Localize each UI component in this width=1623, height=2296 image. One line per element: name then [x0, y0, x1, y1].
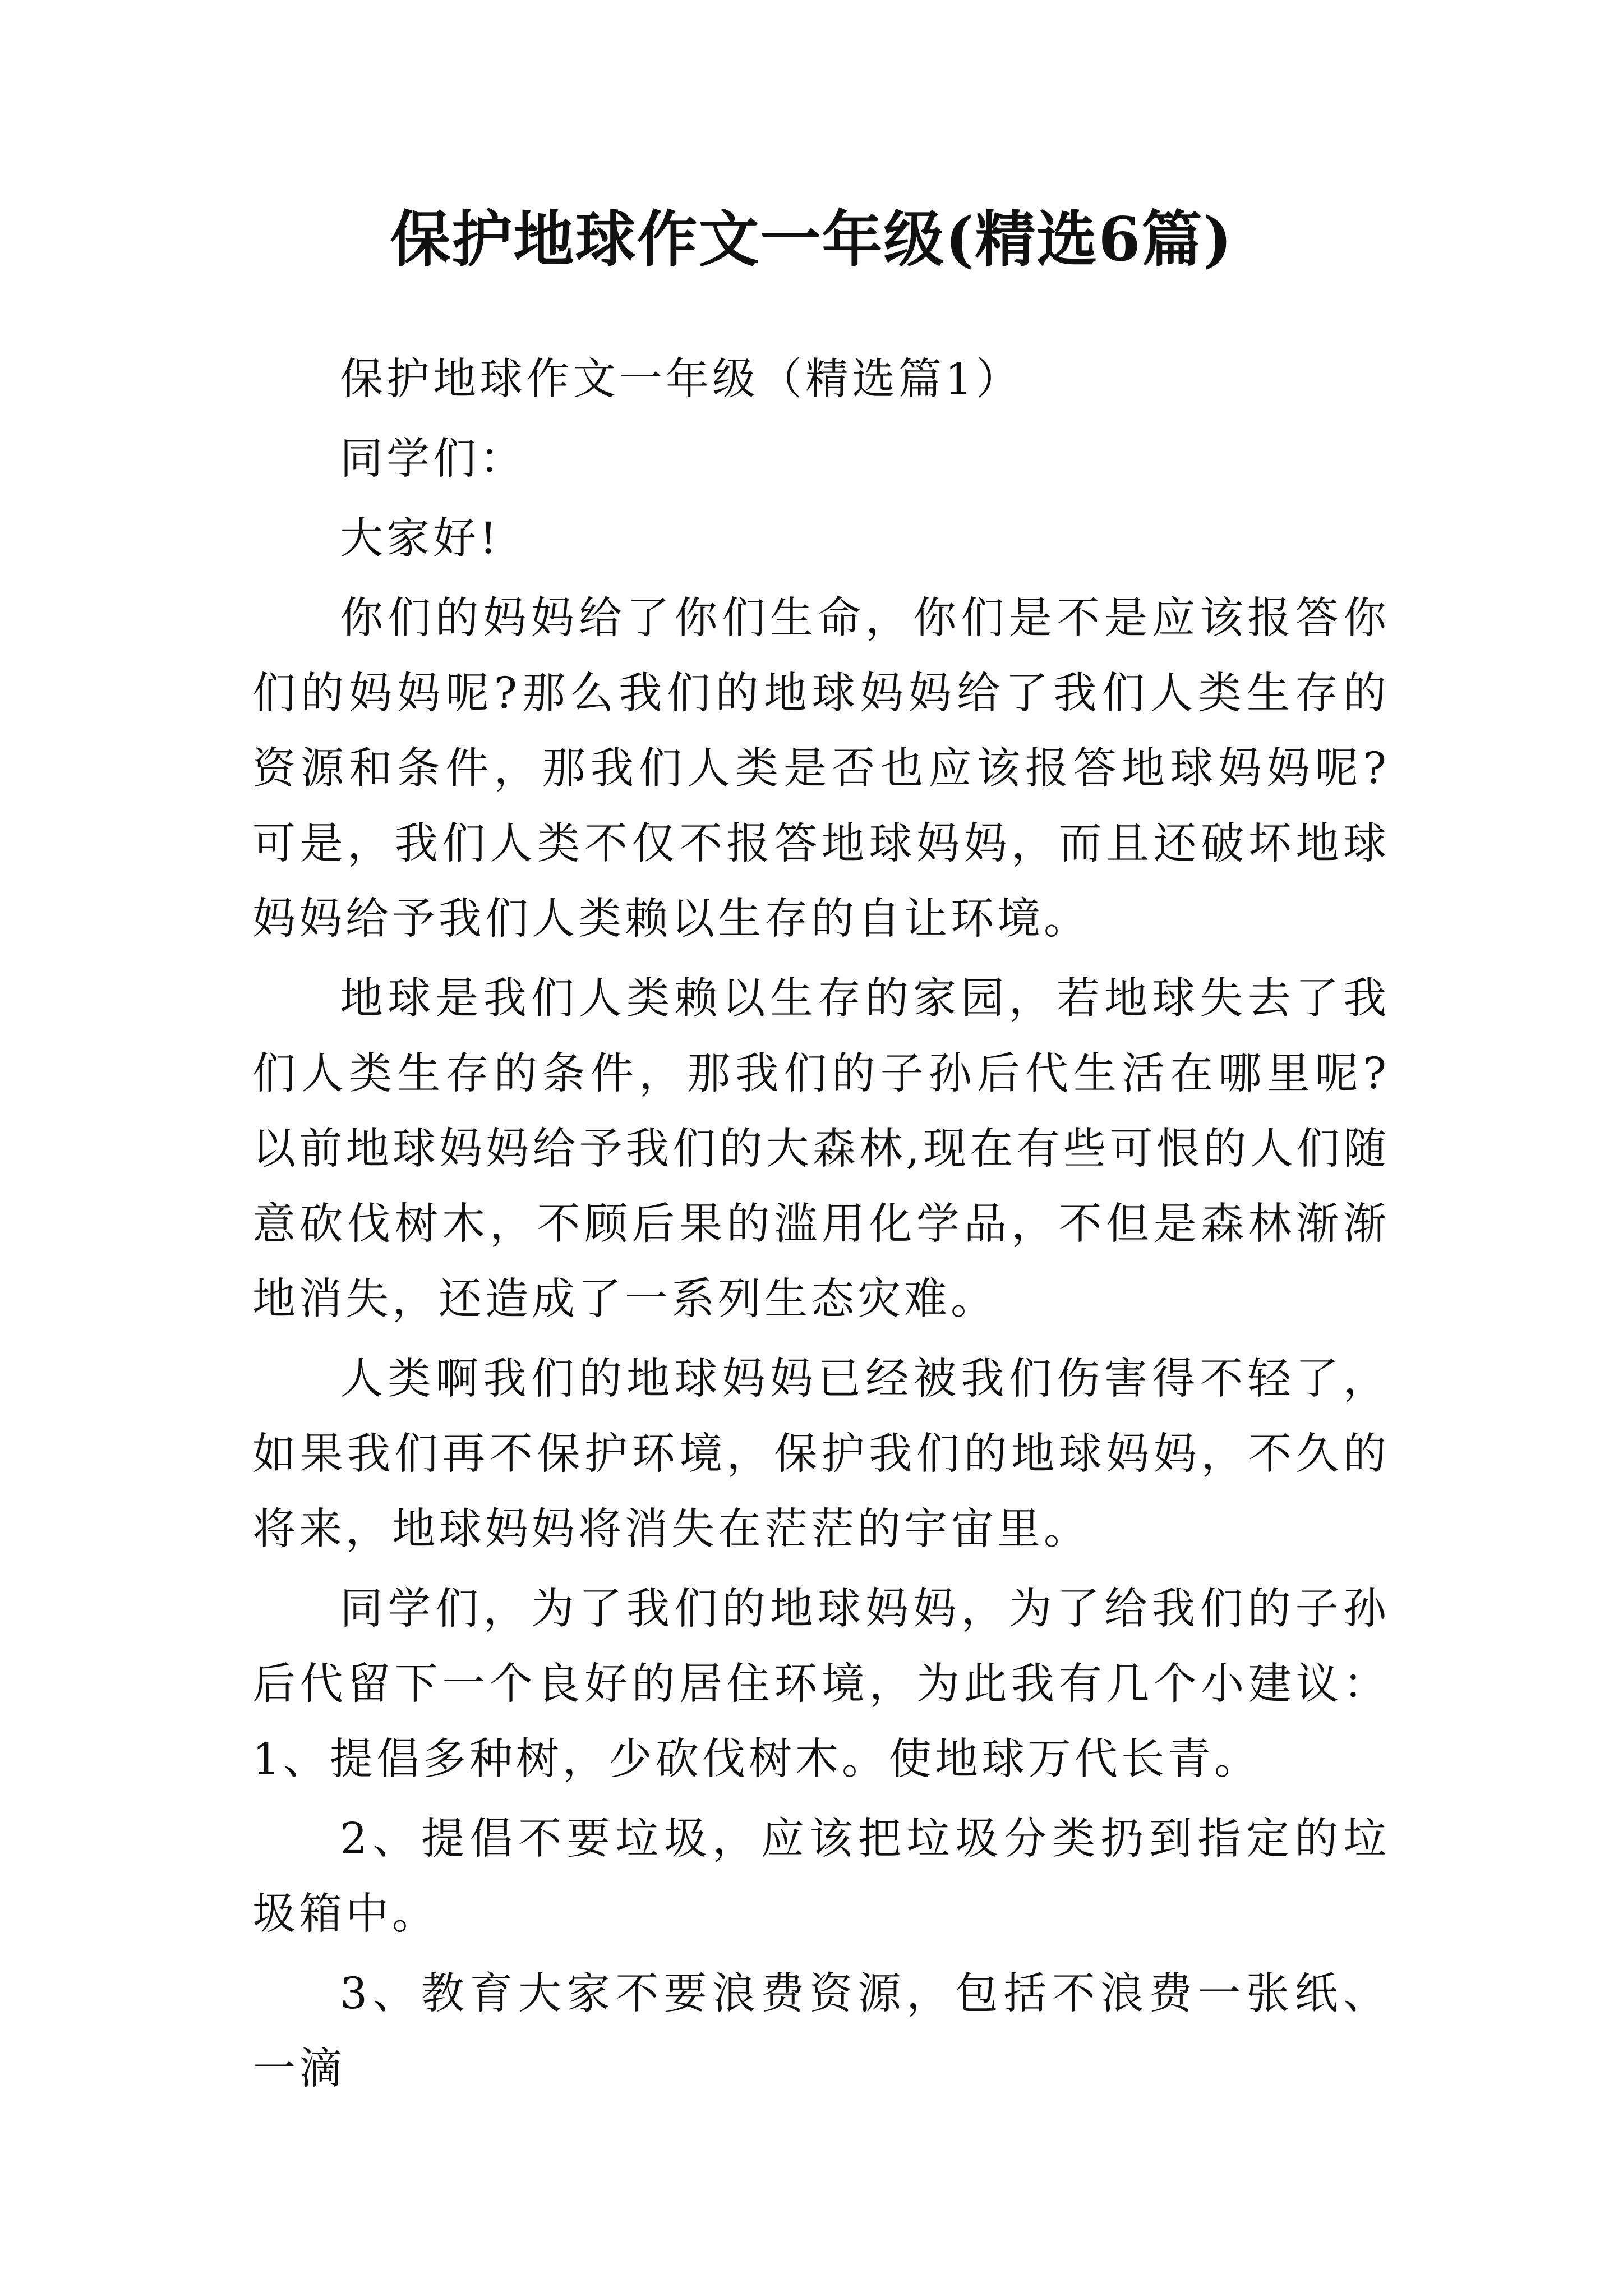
paragraph: 同学们，为了我们的地球妈妈，为了给我们的子孙后代留下一个良好的居住环境，为此我有几个小建议：1、提倡多种树，少砍伐树木。使地球万代长青。 [252, 1584, 1390, 1784]
greeting: 大家好! [340, 514, 500, 564]
paragraph: 2、提倡不要垃圾，应该把垃圾分类扔到指定的垃圾箱中。 [252, 1814, 1390, 1939]
document-title: 保护地球作文一年级(精选6篇) [390, 204, 1233, 275]
paragraph: 人类啊我们的地球妈妈已经被我们伤害得不轻了，如果我们再不保护环境，保护我们的地球妈妈，不久的将来，地球妈妈将消失在茫茫的宇宙里。 [252, 1354, 1390, 1554]
paragraph: 地球是我们人类赖以生存的家园，若地球失去了我们人类生存的条件，那我们的子孙后代生活在哪里呢?以前地球妈妈给予我们的大森林,现在有些可恨的人们随意砍伐树木，不顾后果的滥用化学品，不但是森林渐渐地消失，还造成了一系列生态灾难。 [252, 974, 1390, 1324]
essay-heading: 保护地球作文一年级（精选篇1） [340, 355, 1022, 404]
salutation: 同学们： [340, 434, 526, 484]
paragraph: 3、教育大家不要浪费资源，包括不浪费一张纸、一滴 [252, 1969, 1390, 2094]
document-body [252, 342, 1390, 2111]
paragraph: 你们的妈妈给了你们生命，你们是不是应该报答你们的妈妈呢?那么我们的地球妈妈给了我们人类生存的资源和条件，那我们人类是否也应该报答地球妈妈呢?可是，我们人类不仅不报答地球妈妈，而且还破坏地球妈妈给予我们人类赖以生存的自让环境。 [252, 593, 1390, 944]
